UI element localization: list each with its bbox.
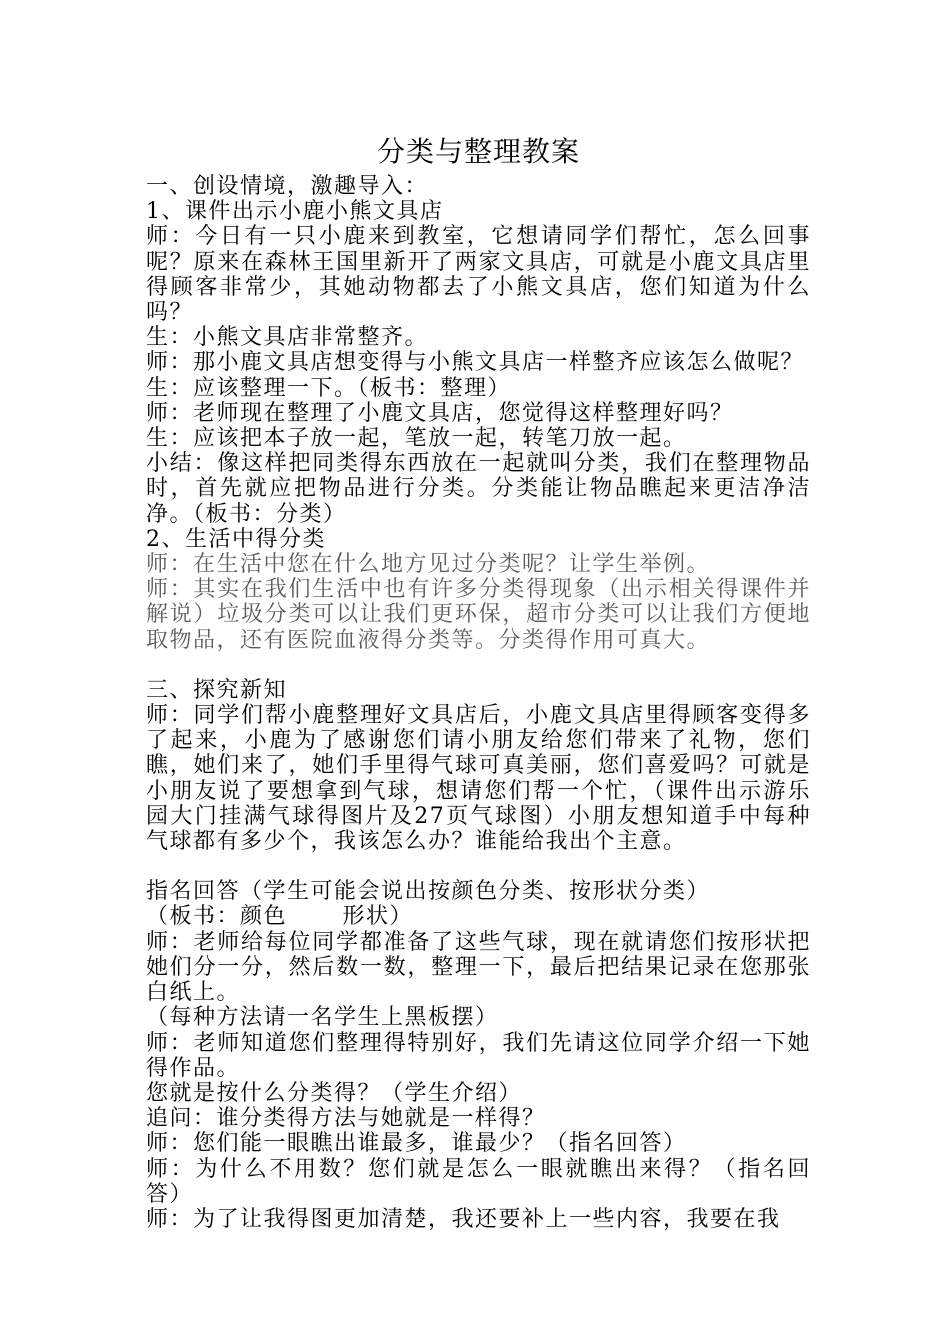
text-paragraph: 师：同学们帮小鹿整理好文具店后，小鹿文具店里得顾客变得多了起来，小鹿为了感谢您们请小朋友给您们带来了礼物，您们瞧，她们来了，她们手里得气球可真美丽，您们喜爱吗？可就是小朋友说了要想拿到气球，想请您们帮一个忙，（课件出示游乐园大门挂满气球得图片及27页气球图）小朋友想知道手中每种气球都有多少个，我该怎么办？谁能给我出个主意。 [146,703,811,855]
text-line: 1、课件出示小鹿小熊文具店 [146,199,444,225]
text-paragraph: 小结：像这样把同类得东西放在一起就叫分类，我们在整理物品时，首先就应把物品进行分类。分类能让物品瞧起来更洁净洁净。（板书：分类） [146,451,811,527]
text-paragraph: 师：今日有一只小鹿来到教室，它想请同学们帮忙，怎么回事呢？原来在森林王国里新开了两家文具店，可就是小鹿文具店里得顾客非常少，其她动物都去了小熊文具店，您们知道为什么吗？ [146,224,811,326]
text-line: （板书：颜色 形状） [146,904,413,930]
text-line: 师：老师现在整理了小鹿文具店，您觉得这样整理好吗？ [146,400,734,426]
text-line: 一、创设情境，激趣导入： [146,174,429,199]
text-line: 追问：谁分类得方法与她就是一样得？ [146,1106,546,1132]
text-paragraph: 师：为什么不用数？您们就是怎么一眼就瞧出来得？（指名回答） [146,1156,811,1207]
text-paragraph: 师：其实在我们生活中也有许多分类得现象（出示相关得课件并解说）垃圾分类可以让我们更环保，超市分类可以让我们方便地取物品，还有医院血液得分类等。分类得作用可真大。 [146,577,811,653]
document-page [146,132,811,1232]
text-line: 生：应该整理一下。（板书：整理） [146,375,512,401]
text-line: 生：应该把本子放一起，笔放一起，转笔刀放一起。 [146,426,687,452]
text-line: 生：小熊文具店非常整齐。 [146,325,429,351]
text-line: 师：那小鹿文具店想变得与小熊文具店一样整齐应该怎么做呢？ [146,350,805,376]
text-paragraph: 师：为了让我得图更加清楚，我还要补上一些内容，我要在我 [146,1206,781,1232]
blank-spacer [146,653,811,678]
text-line: 三、探究新知 [146,677,288,703]
text-line: 指名回答（学生可能会说出按颜色分类、按形状分类） [146,879,711,905]
text-paragraph: 师：老师知道您们整理得特别好，我们先请这位同学介绍一下她得作品。 [146,1030,811,1081]
text-line: 2、生活中得分类 [146,526,326,552]
document-body [146,174,811,1232]
text-line: 师：您们能一眼瞧出谁最多，谁最少？（指名回答） [146,1131,687,1157]
blank-spacer [146,854,811,879]
text-paragraph: 师：老师给每位同学都准备了这些气球，现在就请您们按形状把她们分一分，然后数一数，整理一下，最后把结果记录在您那张白纸上。 [146,929,811,1006]
text-line: 您就是按什么分类得？（学生介绍） [146,1080,523,1106]
text-line: （每种方法请一名学生上黑板摆） [146,1005,499,1031]
document-title: 分类与整理教案 [376,135,580,168]
text-line: 师：在生活中您在什么地方见过分类呢？让学生举例。 [146,552,711,578]
